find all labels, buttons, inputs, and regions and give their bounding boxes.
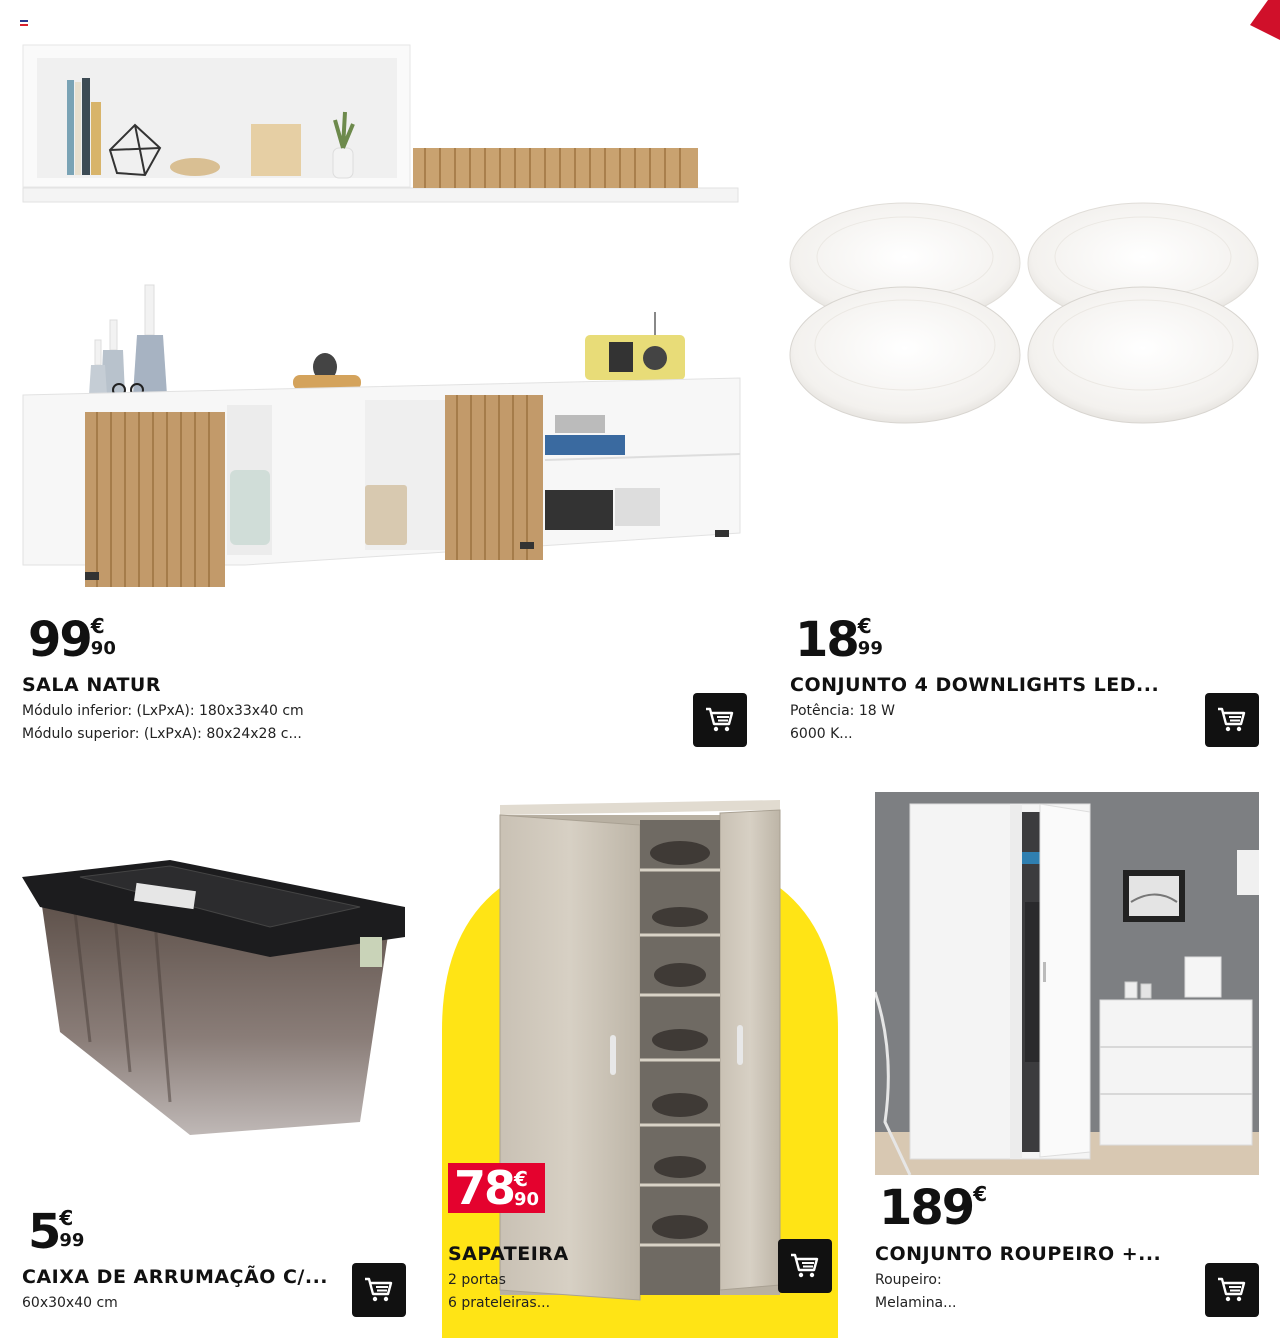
flag-icon: [20, 20, 28, 26]
cart-icon: [364, 1277, 394, 1303]
cart-icon: [1217, 1277, 1247, 1303]
add-to-cart-button[interactable]: [693, 693, 747, 747]
add-to-cart-button[interactable]: [352, 1263, 406, 1317]
desc-line: Módulo superior: (LxPxA): 80x24x28 c...: [22, 726, 302, 742]
cart-icon: [705, 707, 735, 733]
price-badge-sapateira: [448, 1163, 545, 1213]
cart-icon: [1217, 707, 1247, 733]
price-cents: 90: [90, 638, 116, 659]
corner-decoration: [1250, 0, 1280, 40]
desc-line: Roupeiro:: [875, 1272, 942, 1288]
add-to-cart-button[interactable]: [1205, 1263, 1259, 1317]
product-image-downlights[interactable]: [785, 195, 1265, 440]
price-currency: €: [857, 614, 872, 638]
price-integer: 189: [879, 1180, 974, 1236]
price-integer: 99: [28, 612, 91, 668]
product-desc-downlights: [790, 700, 895, 746]
price-downlights: [795, 612, 883, 668]
product-title-sala-natur[interactable]: SALA NATUR: [22, 674, 161, 696]
add-to-cart-button[interactable]: [778, 1239, 832, 1293]
product-desc-sala-natur: [22, 700, 304, 746]
desc-line: 6000 K...: [790, 726, 853, 742]
desc-line: Módulo inferior: (LxPxA): 180x33x40 cm: [22, 703, 304, 719]
desc-line: Potência: 18 W: [790, 703, 895, 719]
price-cents: 90: [514, 1189, 540, 1210]
product-title-caixa[interactable]: CAIXA DE ARRUMAÇÃO C/...: [22, 1266, 329, 1288]
price-currency: €: [90, 614, 105, 638]
product-image-roupeiro[interactable]: [875, 792, 1259, 1175]
price-roupeiro: [879, 1180, 988, 1236]
product-image-sala-natur[interactable]: [15, 40, 750, 595]
product-image-sapateira[interactable]: [495, 795, 785, 1305]
product-title-downlights[interactable]: CONJUNTO 4 DOWNLIGHTS LED...: [790, 674, 1160, 696]
desc-line: Melamina...: [875, 1295, 957, 1311]
price-integer: 78: [454, 1161, 515, 1215]
price-currency: €: [514, 1167, 528, 1191]
add-to-cart-button[interactable]: [1205, 693, 1259, 747]
product-title-sapateira[interactable]: SAPATEIRA: [448, 1243, 569, 1265]
product-title-roupeiro[interactable]: CONJUNTO ROUPEIRO +...: [875, 1243, 1162, 1265]
product-desc-caixa: [22, 1292, 118, 1315]
price-currency: €: [59, 1206, 74, 1230]
desc-line: 60x30x40 cm: [22, 1295, 118, 1311]
price-integer: 18: [795, 612, 858, 668]
price-caixa: [28, 1204, 85, 1260]
desc-line: 2 portas: [448, 1272, 506, 1288]
product-desc-roupeiro: [875, 1269, 957, 1315]
price-integer: 5: [28, 1204, 60, 1260]
price-currency: €: [973, 1182, 988, 1206]
product-desc-sapateira: [448, 1269, 550, 1315]
product-image-caixa[interactable]: [20, 852, 410, 1137]
cart-icon: [790, 1253, 820, 1279]
price-cents: 99: [857, 638, 883, 659]
price-cents: 99: [59, 1230, 85, 1251]
desc-line: 6 prateleiras...: [448, 1295, 551, 1311]
price-sala-natur: [28, 612, 116, 668]
